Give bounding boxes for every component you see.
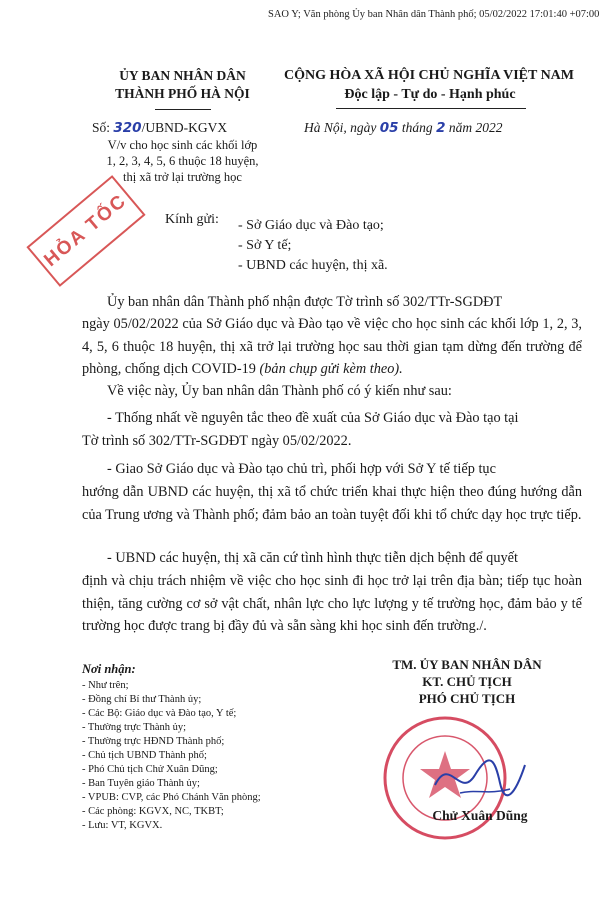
signature-title-line1: TM. ỦY BAN NHÂN DÂN [392,657,542,672]
receiver-item: - Chủ tịch UBND Thành phố; [82,750,207,761]
body-paragraph-1: ngày 05/02/2022 của Sở Giáo dục và Đào tạo về việc cho học sinh các khối lớp 1, 2, 3, 4, 5, 6 thuộc 18 huyện, thị xã trở lại trường học sau thời gian tạm dừng đến trường để phòng, chống dịch COVID-19 (bản chụp gửi kèm theo). [82,316,582,377]
receiver-item: - Ban Tuyên giáo Thành ủy; [82,778,200,789]
org-underline [155,109,211,110]
receiver-item: - Các phòng: KGVX, NC, TKBT; [82,806,224,817]
body-paragraph-4-first-line: - Giao Sở Giáo dục và Đào tạo chủ trì, phối hợp với Sở Y tế tiếp tục [107,461,496,477]
body-paragraph-4: hướng dẫn UBND các huyện, thị xã tổ chức triển khai thực hiện theo đúng hướng dẫn của Trung ương và Thành phố; đảm bảo an toàn tuyệt đối khi tổ chức dạy học trực tiếp. [82,484,582,523]
receivers-title: Nơi nhận: [82,662,136,676]
receiver-item: - VPUB: CVP, các Phó Chánh Văn phòng; [82,792,261,803]
body-paragraph-3: Tờ trình số 302/TTr-SGDĐT ngày 05/02/2022. [82,433,352,449]
addressee-item: - UBND các huyện, thị xã. [238,258,388,273]
national-motto: Độc lập - Tự do - Hạnh phúc [344,87,516,102]
receiver-item: - Thường trực Thành ủy; [82,722,187,733]
addressee-item: - Sở Y tế; [238,238,292,253]
document-date: Hà Nội, ngày 05 tháng 2 năm 2022 [304,120,503,136]
body-paragraph-2: Về việc này, Ủy ban nhân dân Thành phố có ý kiến như sau: [107,383,452,399]
body-paragraph-1-first-line: Ủy ban nhân dân Thành phố nhận được Tờ trình số 302/TTr-SGDĐT [107,294,503,310]
addressee-item: - Sở Giáo dục và Đào tạo; [238,218,384,233]
receiver-item: - Thường trực HĐND Thành phố; [82,736,225,747]
motto-underline [336,108,526,109]
receiver-item: - Lưu: VT, KGVX. [82,820,163,831]
receiver-item: - Đồng chí Bí thư Thành ủy; [82,694,202,705]
receiver-item: - Phó Chủ tịch Chử Xuân Dũng; [82,764,218,775]
issuing-org-line1: ỦY BAN NHÂN DÂN [119,68,246,83]
subject-line2: 1, 2, 3, 4, 5, 6 thuộc 18 huyện, [106,154,259,168]
receiver-item: - Như trên; [82,680,129,691]
addressee-label: Kính gửi: [165,212,219,227]
copy-certification-note: SAO Y; Văn phòng Ủy ban Nhân dân Thành phố; 05/02/2022 17:01:40 +07:00 [268,9,600,20]
receiver-item: - Các Bộ: Giáo dục và Đào tạo, Y tế; [82,708,237,719]
signature-title-line2: KT. CHỦ TỊCH [422,674,512,689]
body-paragraph-5: định và chịu trách nhiệm về việc cho học sinh đi học trở lại trên địa bàn; tiếp tục hoàn thiện, tăng cường cơ sở vật chất, nhân lực cho lực lượng y tế trường học, đảm bảo y tế trường học được trang bị đầy đủ và sẵn sàng khi học sinh đến trường./. [82,573,582,634]
issuing-org-line2: THÀNH PHỐ HÀ NỘI [115,86,250,101]
subject-line1: V/v cho học sinh các khối lớp [107,138,258,152]
document-number: Số: 320/UBND-KGVX [92,120,228,136]
signer-name: Chử Xuân Dũng [432,808,528,823]
subject-line3: thị xã trở lại trường học [123,170,242,184]
handwritten-number: 320 [113,120,142,136]
handwritten-signature-icon [430,745,530,805]
body-paragraph-3-first-line: - Thống nhất về nguyên tắc theo đề xuất của Sở Giáo dục và Đào tạo tại [107,410,519,426]
urgent-stamp: HỎA TỐC [26,175,145,287]
body-paragraph-5-first-line: - UBND các huyện, thị xã căn cứ tình hình thực tiễn dịch bệnh để quyết [107,550,518,566]
signature-title-line3: PHÓ CHỦ TỊCH [418,691,516,706]
national-title: CỘNG HÒA XÃ HỘI CHỦ NGHĨA VIỆT NAM [283,68,574,83]
